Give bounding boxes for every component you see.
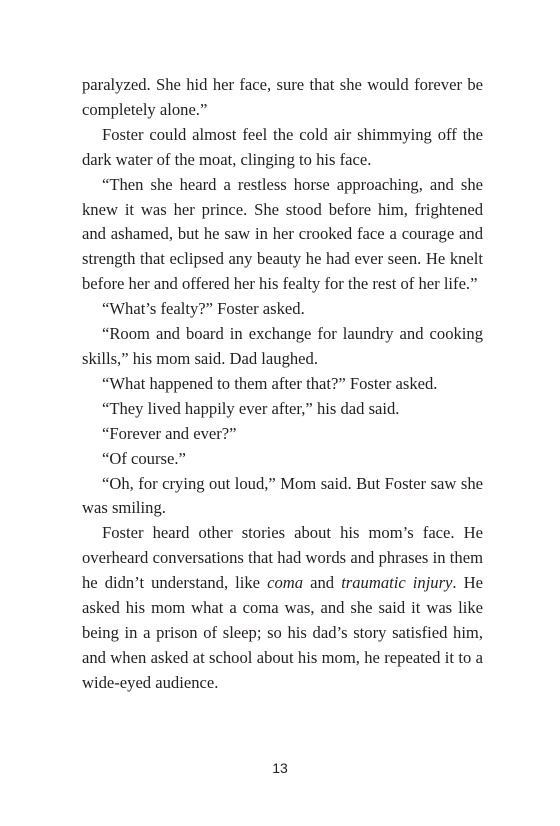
paragraph-text: “Room and board in exchange for laundry and cooking skills,” his mom said. Dad laughed. <box>82 324 483 368</box>
italic-term: traumatic injury <box>341 573 453 593</box>
paragraph <box>82 397 483 422</box>
paragraph <box>82 322 483 372</box>
paragraph <box>82 472 483 522</box>
paragraph-text: Foster heard other stories about his mom’s face. He overheard conversations that had words and phrases in them he didn’t understand, like <box>82 523 483 593</box>
paragraph-text: “They lived happily ever after,” his dad said. <box>102 398 400 418</box>
paragraph <box>82 73 483 123</box>
paragraph-text: “What’s fealty?” Foster asked. <box>102 299 305 319</box>
page-number: 13 <box>272 760 288 776</box>
paragraph <box>82 422 483 447</box>
page-body <box>82 73 483 696</box>
paragraph-text: paralyzed. She hid her face, sure that she would forever be completely alone.” <box>82 75 483 119</box>
paragraph-text: “Of course.” <box>102 448 186 468</box>
paragraph-text: “Forever and ever?” <box>102 423 237 443</box>
paragraph <box>82 521 483 695</box>
paragraph-text: . He asked his mom what a coma was, and she said it was like being in a prison of sleep; so his dad’s story satisfied him, and when asked at school about his mom, he repeated it to a wide-eyed audience. <box>82 573 483 692</box>
paragraph <box>82 173 483 298</box>
paragraph-text: and <box>303 573 342 593</box>
paragraph <box>82 297 483 322</box>
paragraph-text: “Then she heard a restless horse approaching, and she knew it was her prince. She stood before him, frightened and ashamed, but he saw in her crooked face a courage and strength that eclipsed any beauty he had ever seen. He knelt before her and offered her his fealty for the rest of her life.” <box>82 174 483 294</box>
paragraph <box>82 123 483 173</box>
paragraph-text: Foster could almost feel the cold air shimmying off the dark water of the moat, clinging to his face. <box>82 124 483 169</box>
paragraph <box>82 372 483 397</box>
paragraph-text: “Oh, for crying out loud,” Mom said. But Foster saw she was smiling. <box>82 473 483 518</box>
paragraph <box>82 447 483 472</box>
italic-term: coma <box>267 573 304 593</box>
paragraph-text: “What happened to them after that?” Foster asked. <box>102 373 438 393</box>
